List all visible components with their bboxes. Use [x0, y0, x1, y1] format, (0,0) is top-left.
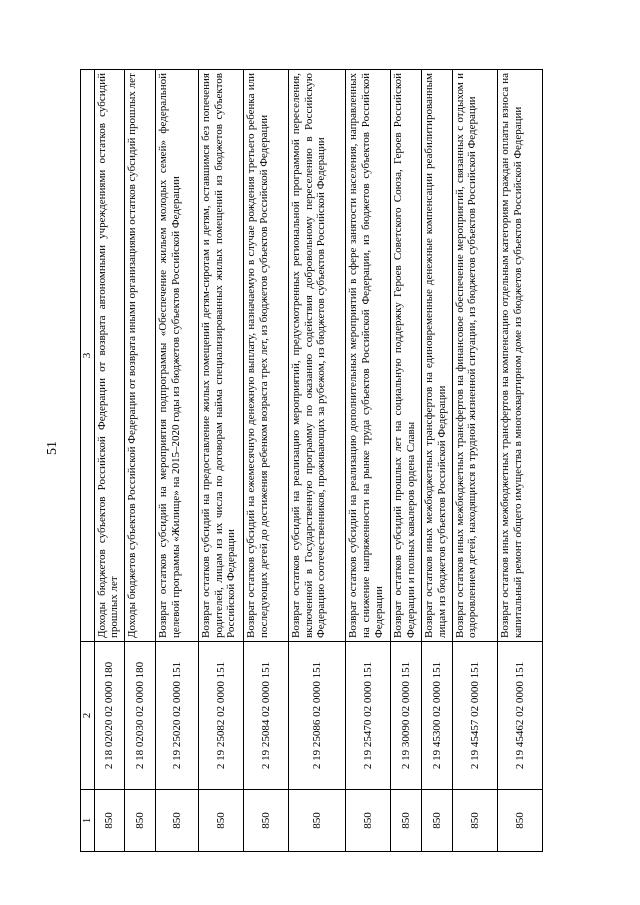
table-row	[156, 70, 199, 852]
admin-code-cell: 850	[244, 790, 289, 852]
budget-code-cell: 2 19 45300 02 0000 151	[422, 642, 453, 790]
budget-code-cell: 2 18 02030 02 0000 180	[125, 642, 156, 790]
admin-code-cell: 850	[422, 790, 453, 852]
admin-code-cell: 850	[391, 790, 422, 852]
admin-code-cell: 850	[156, 790, 199, 852]
page-number: 51	[45, 441, 60, 455]
table-row	[346, 70, 391, 852]
rotated-table-container	[80, 70, 543, 852]
budget-code-cell: 2 19 30090 02 0000 151	[391, 642, 422, 790]
budget-code-cell: 2 19 25020 02 0000 151	[156, 642, 199, 790]
header-col-2: 2	[81, 642, 95, 790]
table-row	[497, 70, 542, 852]
budget-table	[80, 69, 543, 852]
description-cell: Возврат остатков иных межбюджетных трансфертов на единовременные денежные компенсации реабилитированным лицам из бюджетов субъектов Российской Федерации	[422, 70, 453, 642]
table-row	[452, 70, 497, 852]
admin-code-cell: 850	[497, 790, 542, 852]
header-row	[81, 70, 95, 852]
budget-code-cell: 2 19 45457 02 0000 151	[452, 642, 497, 790]
description-cell: Возврат остатков иных межбюджетных трансфертов на финансовое обеспечение мероприятий, связанных с отдыхом и оздоровлением детей, находящихся в трудной жизненной ситуации, из бюджетов субъектов Российской Федерации	[452, 70, 497, 642]
budget-code-cell: 2 19 25084 02 0000 151	[244, 642, 289, 790]
admin-code-cell: 850	[199, 790, 244, 852]
table-row	[199, 70, 244, 852]
table-row	[244, 70, 289, 852]
admin-code-cell: 850	[289, 790, 346, 852]
table-row	[289, 70, 346, 852]
header-col-3: 3	[81, 70, 95, 642]
budget-code-cell: 2 19 45462 02 0000 151	[497, 642, 542, 790]
budget-code-cell: 2 18 02020 02 0000 180	[94, 642, 125, 790]
budget-code-cell: 2 19 25082 02 0000 151	[199, 642, 244, 790]
admin-code-cell: 850	[346, 790, 391, 852]
budget-code-cell: 2 19 25086 02 0000 151	[289, 642, 346, 790]
description-cell: Возврат остатков субсидий на реализацию дополнительных мероприятий в сфере занятости населения, направленных на снижение напряженности на рынке труда субъектов Российской Федерации, из бюджетов субъектов Российской Федерации	[346, 70, 391, 642]
header-col-1: 1	[81, 790, 95, 852]
admin-code-cell: 850	[94, 790, 125, 852]
description-cell: Возврат остатков субсидий на мероприятия подпрограммы «Обеспечение жильем молодых семей» федеральной целевой программы «Жилище» на 2015–2020 годы из бюджетов субъектов Российской Федерации	[156, 70, 199, 642]
description-cell: Доходы бюджетов субъектов Российской Федерации от возврата иными организациями остатков субсидий прошлых лет	[125, 70, 156, 642]
description-cell: Возврат остатков субсидий на ежемесячную денежную выплату, назначаемую в случае рождения третьего ребенка или последующих детей до достижения ребенком возраста трех лет, из бюджетов субъектов Российской Федерации	[244, 70, 289, 642]
description-cell: Возврат остатков субсидий на реализацию мероприятий, предусмотренных региональной программой переселения, включенной в Государственную программу по оказанию содействия добровольному переселению в Российскую Федерацию соотечественников, проживающих за рубежом, из бюджетов субъектов Российской Федерации	[289, 70, 346, 642]
table-row	[125, 70, 156, 852]
admin-code-cell: 850	[452, 790, 497, 852]
description-cell: Возврат остатков субсидий прошлых лет на социальную поддержку Героев Советского Союза, Героев Российской Федерации и полных кавалеров ордена Славы	[391, 70, 422, 642]
description-cell: Доходы бюджетов субъектов Российской Федерации от возврата автономными учреждениями остатков субсидий прошлых лет	[94, 70, 125, 642]
description-cell: Возврат остатков субсидий на предоставление жилых помещений детям-сиротам и детям, оставшимся без попечения родителей, лицам из их числа по договорам найма специализированных жилых помещений из бюджетов субъектов Российской Федерации	[199, 70, 244, 642]
table-row	[422, 70, 453, 852]
description-cell: Возврат остатков иных межбюджетных трансфертов на компенсацию отдельным категориям граждан оплаты взноса на капитальный ремонт общего имущества в многоквартирном доме из бюджетов субъектов Российской Федерации	[497, 70, 542, 642]
budget-code-cell: 2 19 25470 02 0000 151	[346, 642, 391, 790]
table-row	[94, 70, 125, 852]
table-row	[391, 70, 422, 852]
admin-code-cell: 850	[125, 790, 156, 852]
